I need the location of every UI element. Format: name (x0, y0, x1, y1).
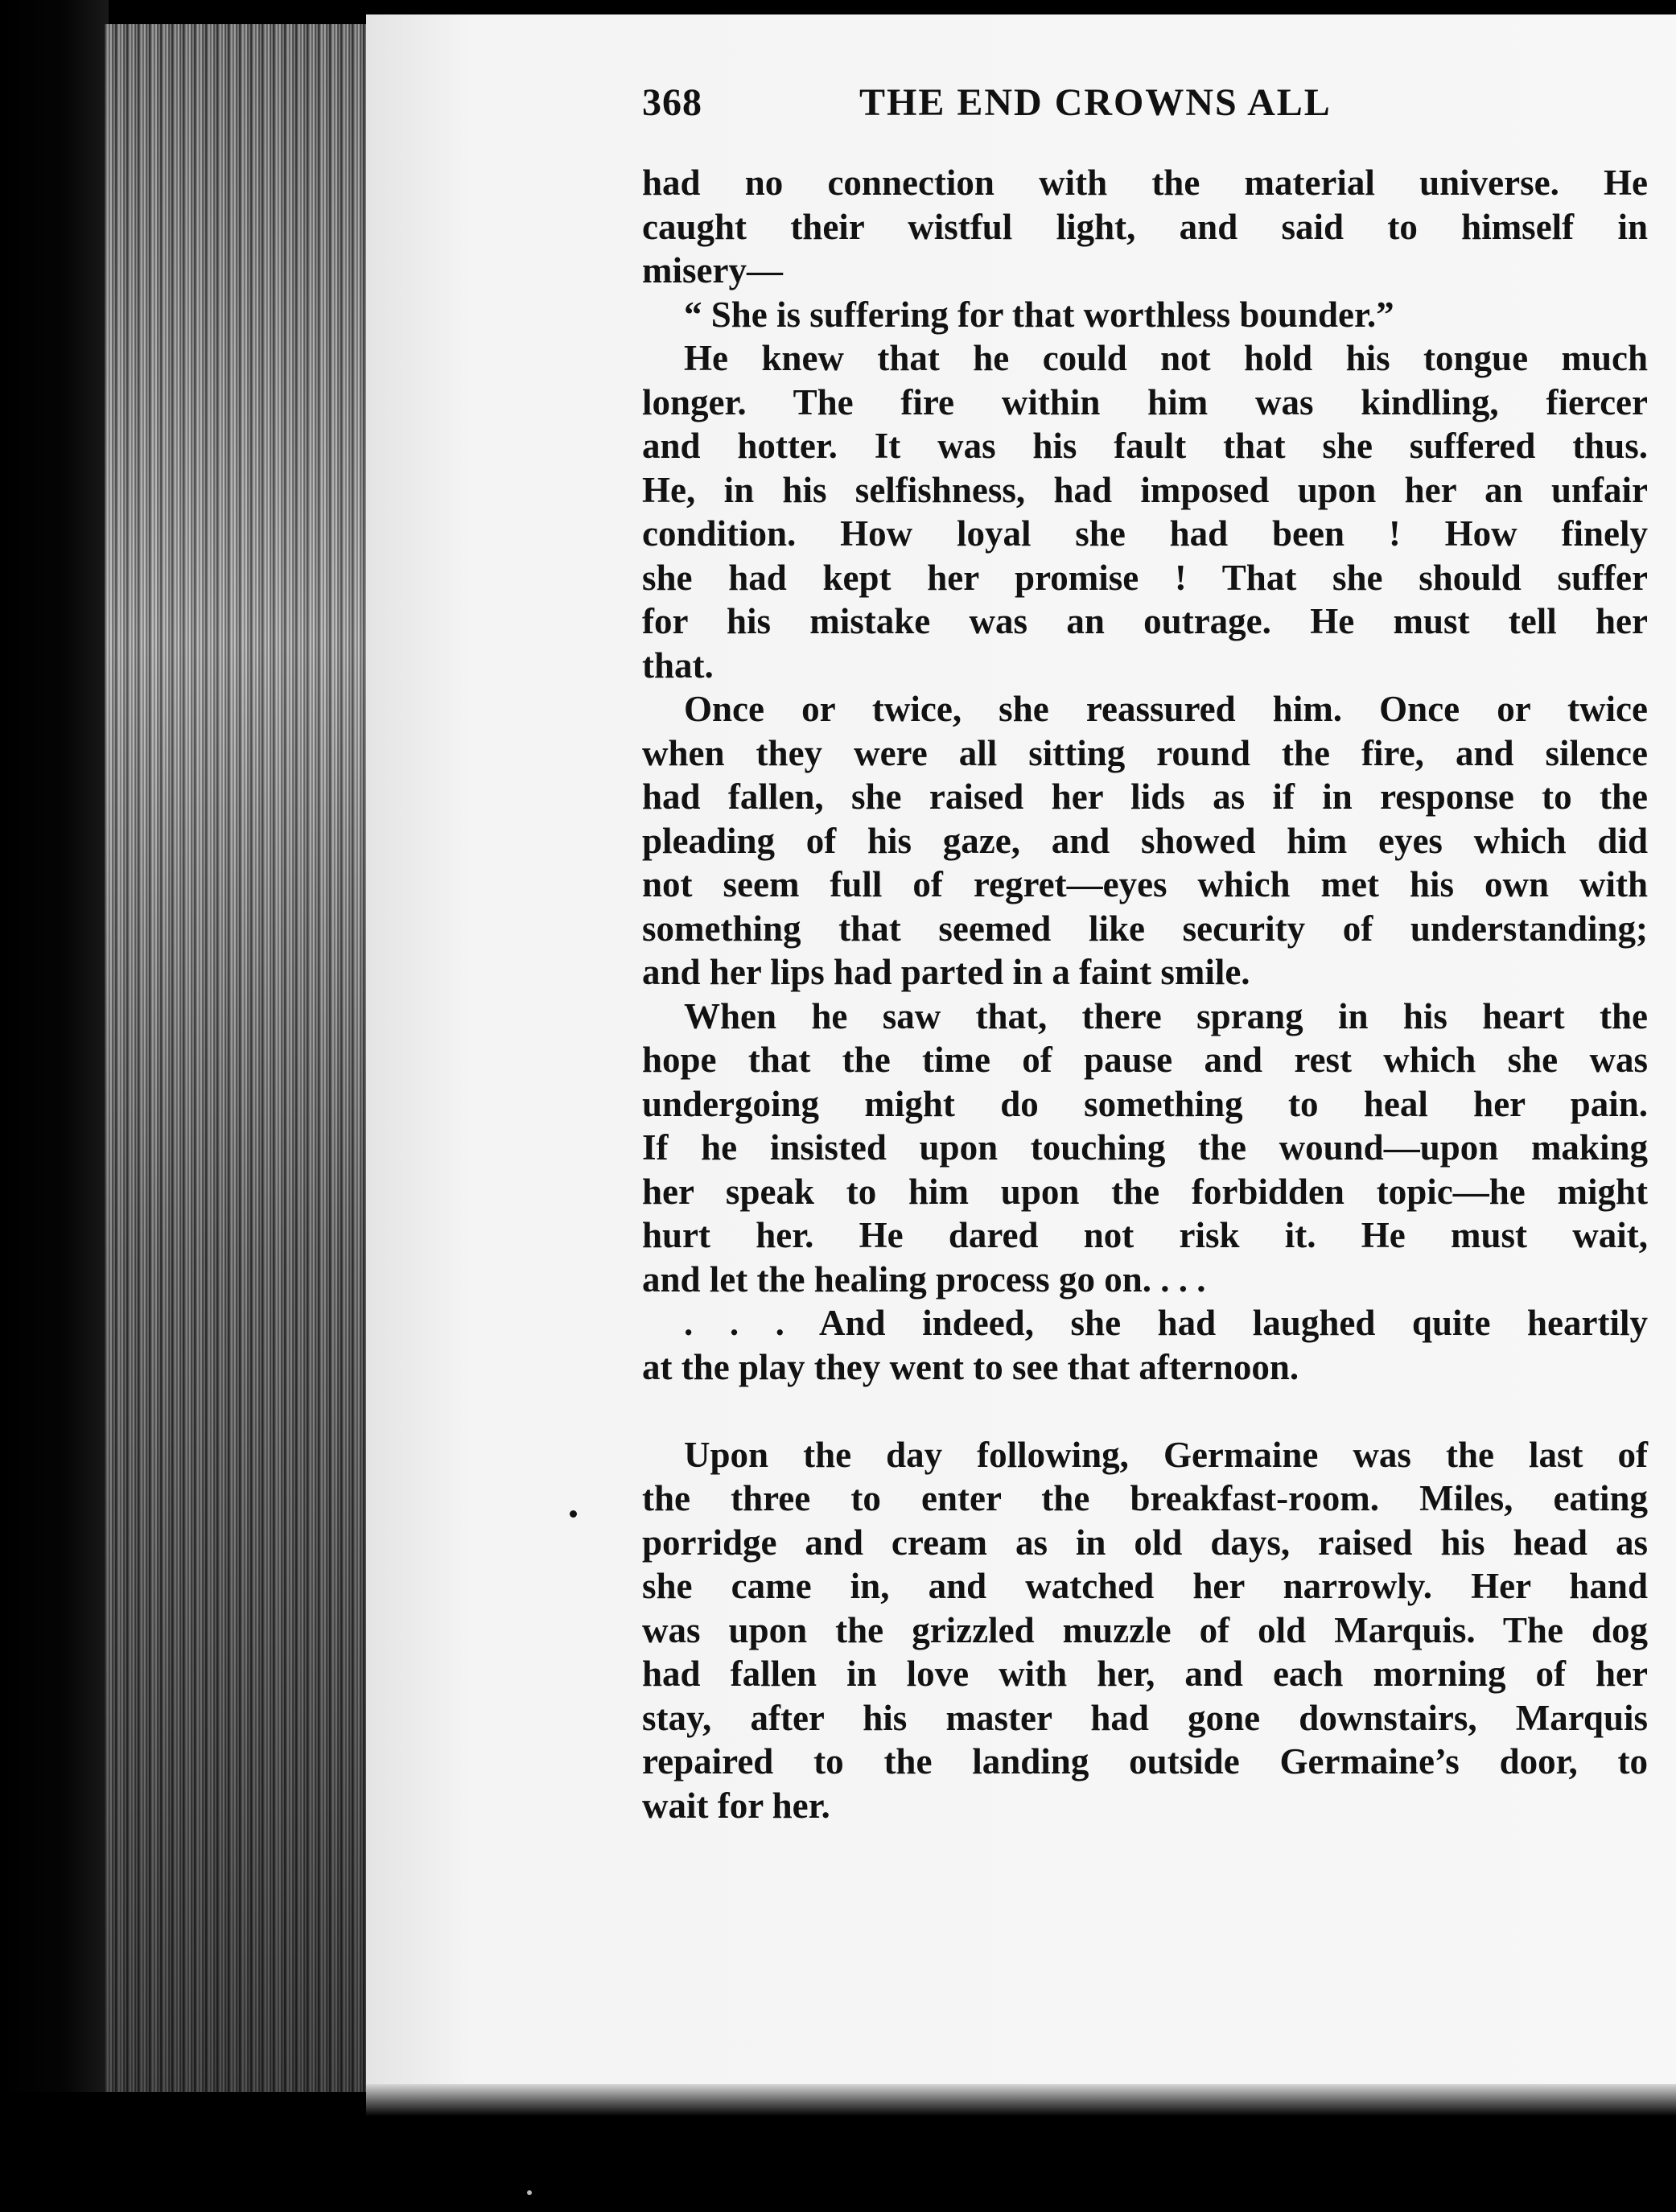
text-line: at the play they went to see that afternoon. (642, 1346, 1299, 1387)
text-line: caught their wistful light, and said to himself in (642, 206, 1648, 247)
text-line: that. (642, 645, 714, 686)
text-line: porridge and cream as in old days, raised his head as (642, 1522, 1648, 1563)
text-line: for his mistake was an outrage. He must tell her (642, 601, 1648, 641)
text-line: her speak to him upon the forbidden topic—he might (642, 1171, 1648, 1212)
text-line: pleading of his gaze, and showed him eyes which did (642, 820, 1648, 861)
text-line: and her lips had parted in a faint smile. (642, 952, 1250, 992)
text-line: the three to enter the breakfast-room. Miles, eating (642, 1478, 1648, 1518)
scan-speck (527, 2190, 532, 2195)
body-text (642, 161, 1648, 1827)
text-line: she had kept her promise ! That she should suffer (642, 557, 1648, 598)
text-line: hope that the time of pause and rest which she was (642, 1040, 1648, 1080)
text-line: He, in his selfishness, had imposed upon her an unfair (642, 469, 1648, 510)
text-line: He knew that he could not hold his tongue much (684, 338, 1648, 378)
text-line: had fallen, she raised her lids as if in response to the (642, 776, 1648, 817)
text-line: not seem full of regret—eyes which met his own with (642, 864, 1648, 904)
text-line: had no connection with the material universe. He (642, 163, 1648, 203)
text-line: misery— (642, 250, 783, 290)
running-title: THE END CROWNS ALL (859, 81, 1332, 124)
page-header (642, 80, 1648, 145)
text-line: when they were all sitting round the fire, and silence (642, 732, 1648, 773)
text-line: stay, after his master had gone downstairs, Marquis (642, 1697, 1648, 1738)
text-line: and let the healing process go on. . . . (642, 1258, 1206, 1300)
text-line: repaired to the landing outside Germaine’s door, to (642, 1741, 1648, 1782)
book-spine-shadow (0, 0, 109, 2212)
text-line: When he saw that, there sprang in his heart the (684, 995, 1648, 1036)
section-break (642, 1389, 1648, 1433)
text-line: Upon the day following, Germaine was the last of (684, 1434, 1648, 1475)
text-line: hurt her. He dared not risk it. He must wait, (642, 1215, 1648, 1255)
text-line: she came in, and watched her narrowly. Her hand (642, 1566, 1648, 1606)
ink-speck (570, 1510, 577, 1518)
text-line: undergoing might do something to heal her pain. (642, 1083, 1648, 1124)
text-line: “ She is suffering for that worthless bounder.” (684, 294, 1394, 335)
page-number: 368 (642, 81, 702, 124)
text-line: was upon the grizzled muzzle of old Marquis. The dog (642, 1609, 1648, 1650)
text-line: and hotter. It was his fault that she suffered thus. (642, 426, 1648, 466)
text-line: If he insisted upon touching the wound—upon making (642, 1127, 1648, 1168)
text-line: . . . And indeed, she had laughed quite heartily (684, 1303, 1648, 1343)
page-fore-edge-shading (105, 24, 370, 2092)
text-line: something that seemed like security of understanding; (642, 908, 1648, 949)
text-line: had fallen in love with her, and each morning of her (642, 1654, 1648, 1694)
text-line: longer. The fire within him was kindling, fiercer (642, 381, 1648, 422)
text-line: Once or twice, she reassured him. Once or twice (684, 689, 1648, 729)
page-bottom-edge (366, 2084, 1676, 2116)
text-line: wait for her. (642, 1785, 830, 1826)
text-line: condition. How loyal she had been ! How finely (642, 513, 1648, 554)
